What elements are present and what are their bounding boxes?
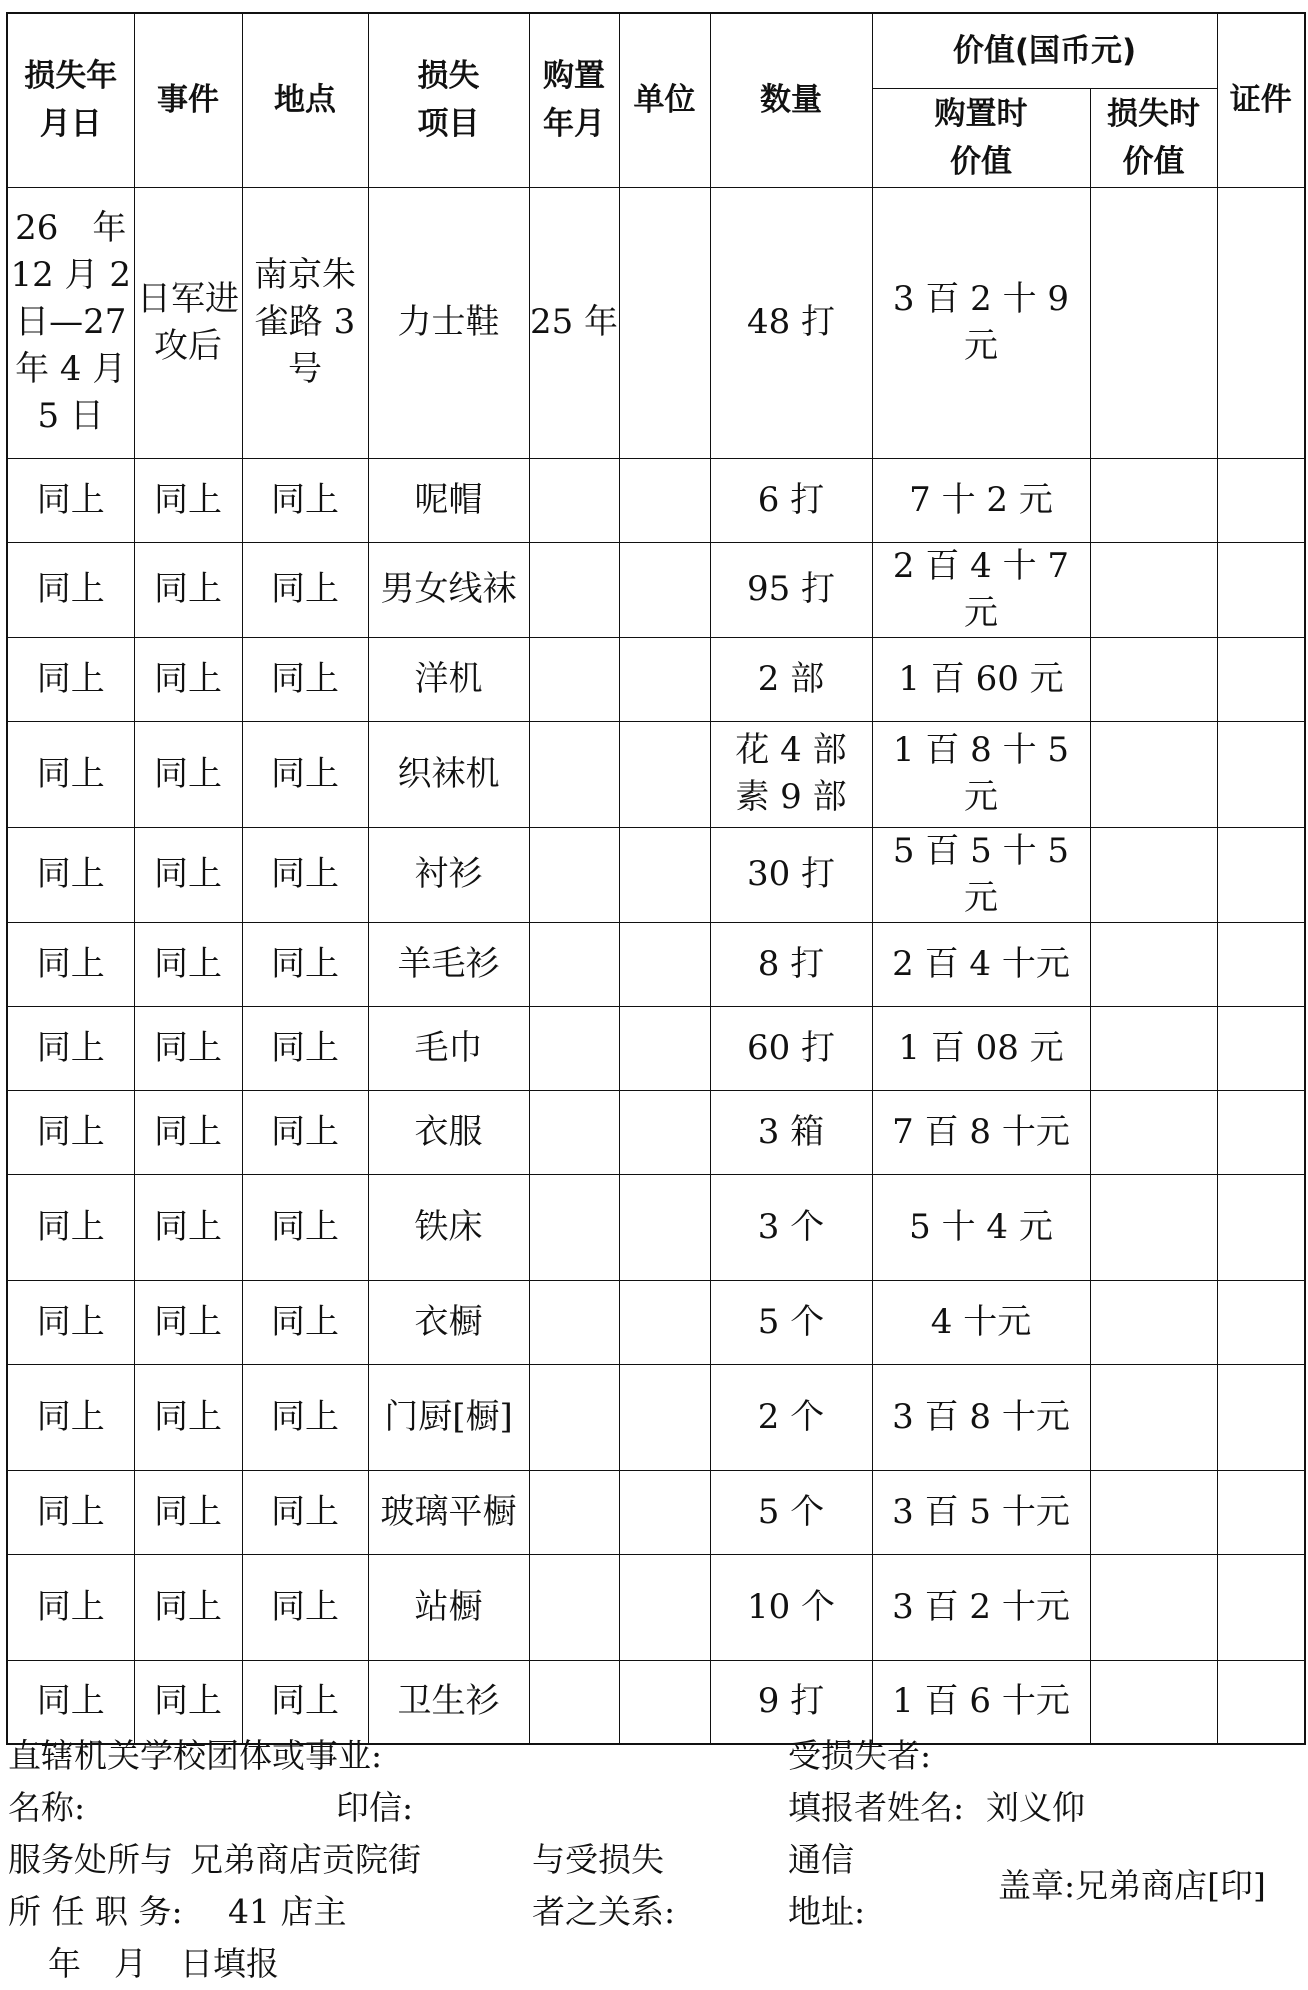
victim-label: 受损失者: [788,1736,932,1775]
cell-value-loss [1090,1006,1217,1090]
cell-value-purchase: 7 十 2 元 [872,458,1090,542]
quantity-line: 30 打 [746,854,836,894]
table-row [7,1470,1305,1554]
cell-value-loss [1090,1364,1217,1470]
quantity-line: 10 个 [746,1586,836,1627]
cell-item: 衬衫 [368,827,529,922]
cell-quantity [710,827,872,922]
address-label-2: 地址: [788,1892,866,1931]
quantity-line: 60 打 [746,1027,836,1068]
cell-quantity [710,1090,872,1174]
quantity-line: 3 箱 [757,1111,825,1152]
cell-event: 同上 [134,1660,242,1744]
cell-quantity [710,1006,872,1090]
cell-item: 衣服 [368,1090,529,1174]
cell-place: 同上 [242,1470,368,1554]
table-row [7,1174,1305,1280]
cell-purchase-date [529,922,619,1006]
cell-quantity [710,1364,872,1470]
quantity-line: 9 打 [757,1681,825,1722]
cell-purchase-date [529,1280,619,1364]
cell-event: 同上 [134,1554,242,1660]
cell-place: 同上 [242,458,368,542]
cell-event: 同上 [134,721,242,827]
cell-quantity [710,1174,872,1280]
cell-event: 同上 [134,1470,242,1554]
cell-unit [619,922,710,1006]
cell-unit [619,1174,710,1280]
cell-proof [1217,542,1305,637]
cell-loss-date: 同上 [7,1470,134,1554]
table-row [7,542,1305,637]
cell-item: 毛巾 [368,1006,529,1090]
table-row [7,1006,1305,1090]
cell-value-purchase: 1 百 08 元 [872,1006,1090,1090]
cell-place: 同上 [242,1090,368,1174]
cell-place: 同上 [242,1364,368,1470]
cell-value-loss [1090,187,1217,458]
cell-quantity [710,1280,872,1364]
cell-value-loss [1090,458,1217,542]
quantity-line: 2 个 [757,1396,825,1437]
reporter-name: 刘义仰 [986,1788,1085,1827]
table-row [7,721,1305,827]
address-label-1: 通信 [788,1840,854,1879]
table-row [7,187,1305,458]
cell-event: 同上 [134,1006,242,1090]
cell-event: 同上 [134,458,242,542]
header-purchase-date: 购置 年月 [529,13,619,187]
cell-unit [619,1554,710,1660]
cell-proof [1217,827,1305,922]
cell-unit [619,1090,710,1174]
cell-value-loss [1090,637,1217,721]
cell-unit [619,1364,710,1470]
cell-value-purchase: 3 百 8 十元 [872,1364,1090,1470]
table-row [7,1280,1305,1364]
cell-quantity [710,1554,872,1660]
cell-purchase-date [529,637,619,721]
header-place: 地点 [242,13,368,187]
cell-item: 呢帽 [368,458,529,542]
cell-loss-date: 同上 [7,1174,134,1280]
cell-value-loss [1090,827,1217,922]
table-row [7,827,1305,922]
cell-item: 织袜机 [368,721,529,827]
cell-value-purchase: 2 百 4 十 7 元 [872,542,1090,637]
cell-unit [619,458,710,542]
cell-value-loss [1090,1174,1217,1280]
cell-unit [619,637,710,721]
cell-unit [619,1280,710,1364]
cell-loss-date: 同上 [7,922,134,1006]
header-value-group: 价值(国币元) [872,13,1217,88]
quantity-line: 素 9 部 [735,777,847,817]
cell-loss-date: 同上 [7,1090,134,1174]
cell-place: 同上 [242,542,368,637]
quantity-line: 95 打 [746,569,836,609]
cell-value-purchase: 1 百 60 元 [872,637,1090,721]
quantity-line: 2 部 [757,658,825,699]
reporter-label: 填报者姓名: [788,1788,965,1827]
cell-purchase-date [529,542,619,637]
table-row [7,1554,1305,1660]
header-loss-date: 损失年 月日 [7,13,134,187]
loss-report-table [6,12,1306,1745]
cell-quantity [710,1470,872,1554]
cell-proof [1217,1470,1305,1554]
cell-loss-date: 同上 [7,1006,134,1090]
quantity-line: 3 个 [757,1206,825,1247]
cell-proof [1217,721,1305,827]
position-value: 41 店主 [228,1892,347,1931]
cell-purchase-date [529,1174,619,1280]
cell-value-purchase: 5 十 4 元 [872,1174,1090,1280]
cell-loss-date: 同上 [7,1554,134,1660]
table-row [7,922,1305,1006]
quantity-line: 8 打 [757,943,825,984]
cell-place: 同上 [242,827,368,922]
cell-value-purchase: 7 百 8 十元 [872,1090,1090,1174]
org-line: 直辖机关学校团体或事业: [8,1736,383,1775]
office-value: 兄弟商店贡院街 [190,1840,421,1879]
cell-item: 力士鞋 [368,187,529,458]
cell-loss-date: 同上 [7,542,134,637]
position-label: 所 任 职 务: [8,1892,183,1931]
cell-item: 羊毛衫 [368,922,529,1006]
cell-purchase-date [529,1090,619,1174]
cell-purchase-date [529,1006,619,1090]
cell-unit [619,1470,710,1554]
cell-value-loss [1090,1470,1217,1554]
cell-item: 铁床 [368,1174,529,1280]
table-row [7,1090,1305,1174]
header-unit: 单位 [619,13,710,187]
cell-value-purchase: 3 百 5 十元 [872,1470,1090,1554]
cell-loss-date: 同上 [7,827,134,922]
table-row [7,1364,1305,1470]
quantity-line: 5 个 [757,1301,825,1342]
cell-quantity [710,637,872,721]
cell-event: 同上 [134,1090,242,1174]
cell-purchase-date [529,1554,619,1660]
cell-event: 同上 [134,637,242,721]
cell-value-loss [1090,1554,1217,1660]
cell-event: 同上 [134,1174,242,1280]
cell-proof [1217,637,1305,721]
cell-quantity [710,721,872,827]
cell-loss-date: 同上 [7,1280,134,1364]
cell-place: 南京朱 雀路 3 号 [242,187,368,458]
cell-quantity [710,458,872,542]
cell-value-purchase: 3 百 2 十元 [872,1554,1090,1660]
cell-value-loss [1090,1090,1217,1174]
cell-purchase-date [529,1364,619,1470]
cell-unit [619,827,710,922]
cell-loss-date: 同上 [7,637,134,721]
cell-unit [619,542,710,637]
cell-proof [1217,187,1305,458]
header-quantity: 数量 [710,13,872,187]
cell-event: 同上 [134,827,242,922]
cell-proof [1217,1090,1305,1174]
quantity-line: 花 4 部 [735,730,847,770]
quantity-line: 6 打 [757,479,825,520]
cell-value-purchase: 3 百 2 十 9 元 [872,187,1090,458]
stamp-text: 盖章:兄弟商店[印] [998,1866,1266,1905]
cell-value-purchase: 2 百 4 十元 [872,922,1090,1006]
cell-purchase-date [529,1470,619,1554]
fill-date-line: 年 月 日填报 [48,1944,279,1983]
cell-loss-date: 同上 [7,721,134,827]
cell-item: 门厨[橱] [368,1364,529,1470]
cell-place: 同上 [242,637,368,721]
header-event: 事件 [134,13,242,187]
cell-place: 同上 [242,1554,368,1660]
cell-event: 同上 [134,922,242,1006]
cell-value-loss [1090,542,1217,637]
cell-unit [619,1006,710,1090]
cell-unit [619,187,710,458]
cell-item: 玻璃平橱 [368,1470,529,1554]
cell-item: 衣橱 [368,1280,529,1364]
cell-event: 同上 [134,1364,242,1470]
cell-purchase-date [529,827,619,922]
cell-item: 站橱 [368,1554,529,1660]
cell-value-purchase: 5 百 5 十 5 元 [872,827,1090,922]
cell-proof [1217,1364,1305,1470]
header-item: 损失 项目 [368,13,529,187]
cell-place: 同上 [242,922,368,1006]
cell-loss-date: 同上 [7,1364,134,1470]
name-label: 名称: [8,1788,86,1827]
cell-place: 同上 [242,1280,368,1364]
report-footer [8,1730,1304,1983]
cell-proof [1217,1006,1305,1090]
table-row [7,458,1305,542]
cell-purchase-date [529,458,619,542]
cell-proof [1217,922,1305,1006]
cell-value-loss [1090,922,1217,1006]
cell-unit [619,721,710,827]
cell-place: 同上 [242,721,368,827]
cell-loss-date: 同上 [7,1660,134,1744]
cell-proof [1217,458,1305,542]
quantity-line: 5 个 [757,1491,825,1532]
cell-value-loss [1090,721,1217,827]
header-value-loss: 损失时 价值 [1090,88,1217,187]
cell-purchase-date: 25 年 [529,187,619,458]
cell-place: 同上 [242,1006,368,1090]
cell-item: 洋机 [368,637,529,721]
cell-loss-date: 同上 [7,458,134,542]
cell-proof [1217,1554,1305,1660]
cell-value-loss [1090,1280,1217,1364]
header-proof: 证件 [1217,13,1305,187]
seal-label: 印信: [336,1788,414,1827]
cell-value-purchase: 1 百 6 十元 [872,1660,1090,1744]
cell-proof [1217,1174,1305,1280]
cell-purchase-date [529,721,619,827]
cell-place: 同上 [242,1174,368,1280]
cell-event: 日军进 攻后 [134,187,242,458]
relation-label-1: 与受损失 [532,1840,664,1879]
table-row [7,637,1305,721]
cell-event: 同上 [134,1280,242,1364]
relation-label-2: 者之关系: [532,1892,676,1931]
cell-item: 男女线袜 [368,542,529,637]
cell-event: 同上 [134,542,242,637]
cell-proof [1217,1280,1305,1364]
cell-item: 卫生衫 [368,1660,529,1744]
cell-quantity: 48 打 [710,187,872,458]
cell-quantity [710,542,872,637]
cell-quantity [710,922,872,1006]
cell-loss-date: 26 年 12 月 2 日—27 年 4 月 5 日 [7,187,134,458]
office-label: 服务处所与 [8,1840,173,1879]
header-value-purchase: 购置时 价值 [872,88,1090,187]
cell-value-purchase: 4 十元 [872,1280,1090,1364]
cell-value-purchase: 1 百 8 十 5 元 [872,721,1090,827]
cell-place: 同上 [242,1660,368,1744]
